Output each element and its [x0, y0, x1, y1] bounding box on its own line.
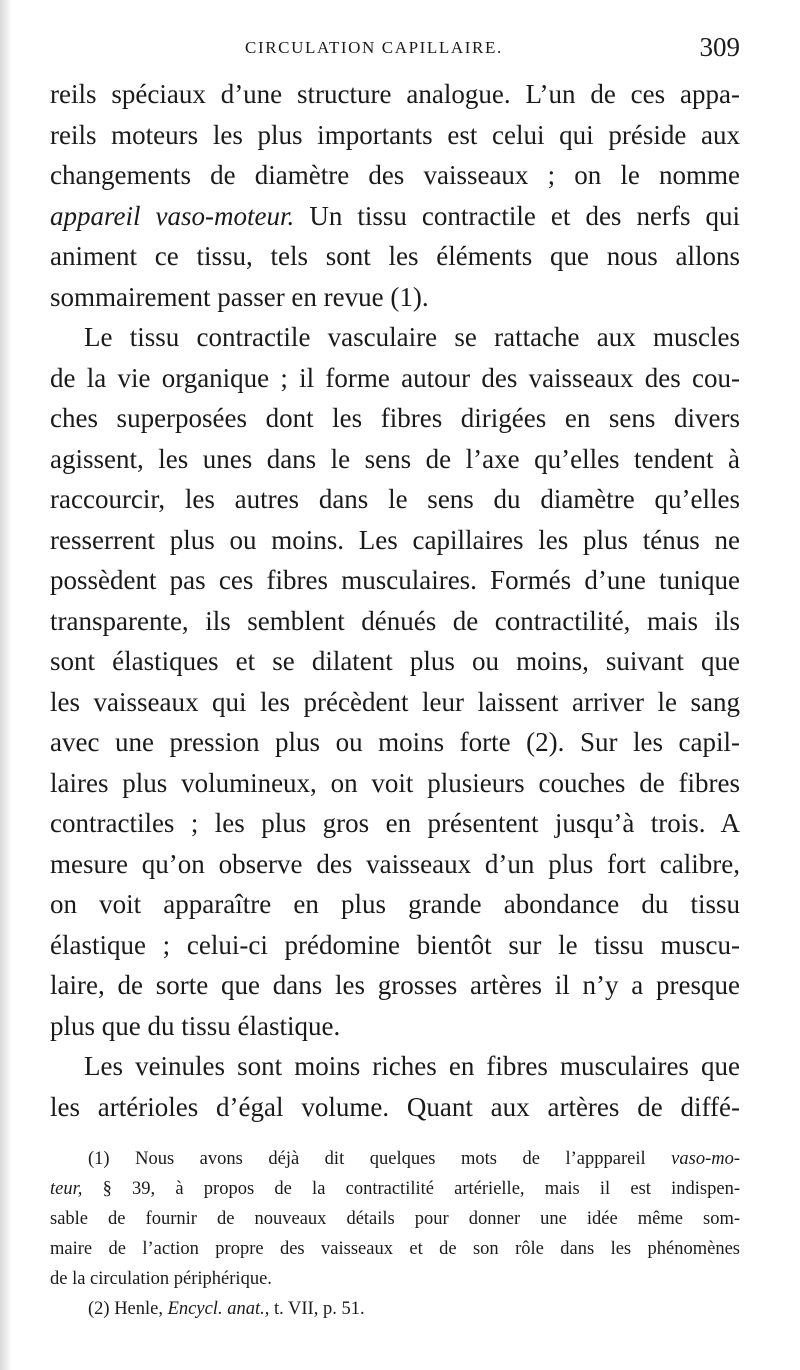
fn-text: (2) Henle,	[88, 1299, 168, 1319]
text-line: sommairement passer en revue (1).	[50, 281, 429, 312]
page-edge-shadow	[0, 0, 12, 1370]
text-line: contractiles ; les plus gros en présentent jusqu’à trois. A	[50, 808, 740, 838]
fn-italic: teur,	[50, 1179, 83, 1199]
text-line: Les veinules sont moins riches en fibres musculaires que	[84, 1051, 740, 1081]
fn-italic: vaso-mo-	[671, 1149, 740, 1169]
line-rest: Un tissu contractile et des nerfs qui	[294, 200, 740, 231]
running-title: CIRCULATION CAPILLAIRE.	[245, 38, 503, 57]
text-line: de la vie organique ; il forme autour des vaisseaux des cou-	[50, 362, 740, 393]
text-line: transparente, ils semblent dénués de contractilité, mais ils	[50, 605, 740, 636]
text-line: les artérioles d’égal volume. Quant aux artères de diffé-	[50, 1091, 740, 1122]
text-line: reils spéciaux d’une structure analogue. L’un de ces appa-	[50, 79, 740, 109]
fn-italic: Encycl. anat.	[167, 1299, 265, 1319]
text-line: reils moteurs les plus importants est celui qui préside aux	[50, 119, 740, 150]
footnote-1-line: maire de l’action propre des vaisseaux et de son rôle dans les phénomènes	[50, 1239, 740, 1259]
footnote-1-line	[50, 1144, 740, 1174]
text-line: plus que du tissu élastique.	[50, 1010, 341, 1041]
text-line: ches superposées dont les fibres dirigées en sens divers	[50, 403, 740, 433]
fn-text: , t. VII, p. 51.	[264, 1299, 365, 1319]
text-line: élastique ; celui-ci prédomine bientôt sur le tissu muscu-	[50, 929, 740, 960]
text-line	[50, 196, 740, 237]
fn-text: (1) Nous avons déjà dit quelques mots de l’apppareil	[88, 1149, 672, 1169]
text-line: laires plus volumineux, on voit plusieurs couches de fibres	[50, 767, 740, 798]
text-line: mesure qu’on observe des vaisseaux d’un plus fort calibre,	[50, 848, 740, 879]
text-line: on voit apparaître en plus grande abondance du tissu	[50, 889, 740, 919]
text-line: resserrent plus ou moins. Les capillaires les plus ténus ne	[50, 524, 740, 555]
text-line: possèdent pas ces fibres musculaires. Formés d’une tunique	[50, 565, 740, 595]
page-header	[50, 34, 740, 74]
footnote-2-line	[50, 1294, 740, 1324]
fn-text: § 39, à propos de la contractilité artérielle, mais il est indispen-	[82, 1179, 740, 1199]
footnotes	[50, 1144, 740, 1324]
text-line: les vaisseaux qui les précèdent leur laissent arriver le sang	[50, 686, 740, 717]
text-line: animent ce tissu, tels sont les éléments que nous allons	[50, 241, 740, 271]
body-text	[50, 74, 740, 1127]
text-line: laire, de sorte que dans les grosses artères il n’y a presque	[50, 970, 740, 1000]
footnote-1-line: de la circulation périphérique.	[50, 1269, 272, 1289]
footnote-1-line: sable de fournir de nouveaux détails pour donner une idée même som-	[50, 1209, 740, 1229]
footnote-1-line	[50, 1174, 740, 1204]
text-line: avec une pression plus ou moins forte (2). Sur les capil-	[50, 727, 740, 757]
text-line: sont élastiques et se dilatent plus ou moins, suivant que	[50, 646, 740, 676]
page-number: 309	[699, 32, 740, 62]
text-line: agissent, les unes dans le sens de l’axe qu’elles tendent à	[50, 443, 740, 474]
text-line: changements de diamètre des vaisseaux ; on le nomme	[50, 160, 740, 190]
text-line: raccourcir, les autres dans le sens du diamètre qu’elles	[50, 484, 740, 514]
italic-term: appareil vaso-moteur.	[50, 200, 295, 231]
text-line: Le tissu contractile vasculaire se rattache aux muscles	[84, 322, 740, 352]
